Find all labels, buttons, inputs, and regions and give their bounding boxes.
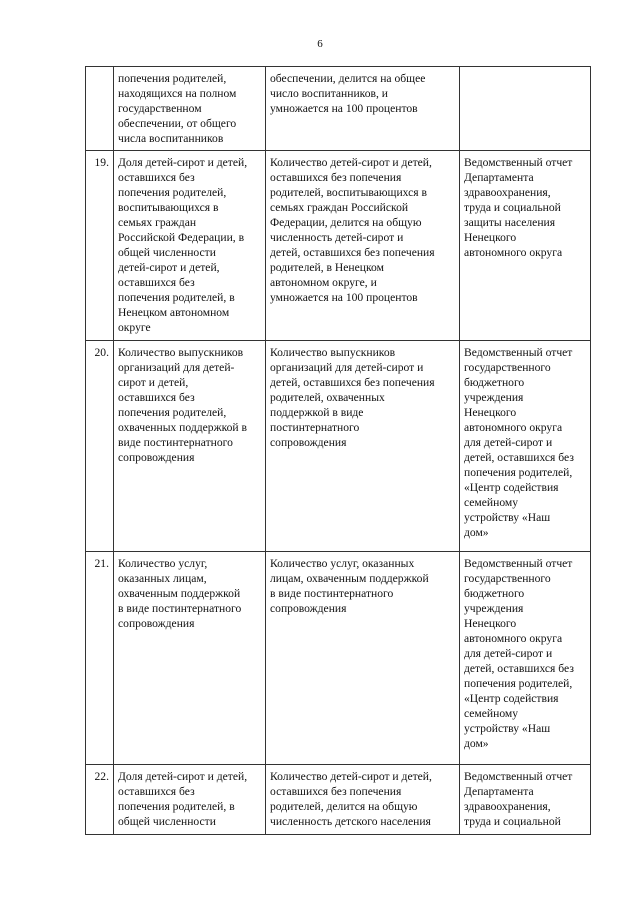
cell-line: автономного округа [464,421,563,434]
cell-line: детей-сирот и детей, [118,261,220,274]
cell-line: оставшихся без [118,171,195,184]
cell-line: бюджетного [464,376,525,389]
cell-line: устройству «Наш [464,511,551,524]
data-source-cell [460,151,591,341]
data-source-cell [460,341,591,552]
cell-line: государственном [118,102,202,115]
cell-line: сопровождения [270,602,347,615]
cell-line: для детей-сирот и [464,436,553,449]
cell-line: организаций для детей- [118,361,235,374]
cell-line: родителей, делится на общую [270,800,418,813]
calculation-method-cell [266,765,460,835]
cell-line: Ведомственный отчет [464,557,573,570]
cell-line: Департамента [464,171,534,184]
table-row [86,67,591,151]
indicator-table [85,66,591,835]
cell-line: здравоохранения, [464,800,551,813]
cell-line: находящихся на полном [118,87,237,100]
cell-line: дом» [464,526,489,539]
cell-line: Ведомственный отчет [464,156,573,169]
cell-line: попечения родителей, [118,72,227,85]
cell-line: Количество детей-сирот и детей, [270,770,432,783]
row-number-cell: 19. [86,151,114,341]
cell-line: Доля детей-сирот и детей, [118,770,248,783]
cell-line: Доля детей-сирот и детей, [118,156,248,169]
cell-line: оставшихся без [118,785,195,798]
cell-line: оставшихся без [118,391,195,404]
cell-line: обеспечении, делится на общее [270,72,426,85]
cell-line: оставшихся без попечения [270,171,402,184]
cell-line: общей численности [118,246,216,259]
indicator-table-body [86,67,591,835]
cell-line: охваченных поддержкой в [118,421,248,434]
cell-line: сопровождения [270,436,347,449]
data-source-cell [460,765,591,835]
cell-line: Количество услуг, оказанных [270,557,415,570]
cell-line: воспитывающихся в [118,201,219,214]
cell-line: государственного [464,572,551,585]
cell-line: для детей-сирот и [464,647,553,660]
calculation-method-cell [266,341,460,552]
cell-line: Количество услуг, [118,557,208,570]
cell-line: труда и социальной [464,201,561,214]
data-source-cell [460,552,591,765]
cell-line: общей численности [118,815,216,828]
indicator-name-cell [114,67,266,151]
cell-line: детей, оставшихся без [464,451,574,464]
cell-line: Ненецкого [464,617,517,630]
indicator-name-cell [114,552,266,765]
cell-line: оставшихся без [118,276,195,289]
cell-line: здравоохранения, [464,186,551,199]
page-number: 6 [317,38,323,50]
indicator-name-cell [114,341,266,552]
cell-line: Российской Федерации, в [118,231,245,244]
table-row [86,765,591,835]
cell-line: в виде постинтернатного [270,587,394,600]
cell-line: оказанных лицам, [118,572,207,585]
cell-line: семейному [464,707,519,720]
cell-line: Ведомственный отчет [464,346,573,359]
cell-line: Ненецкого [464,406,517,419]
indicator-name-cell [114,151,266,341]
cell-line: семьях граждан Российской [270,201,409,214]
cell-line: сирот и детей, [118,376,189,389]
cell-line: семьях граждан [118,216,197,229]
cell-line: постинтернатного [270,421,360,434]
calculation-method-cell [266,552,460,765]
cell-line: устройству «Наш [464,722,551,735]
cell-line: сопровождения [118,451,195,464]
cell-line: Ненецкого [464,231,517,244]
cell-line: детей, оставшихся без попечения [270,376,435,389]
row-number-cell: 21. [86,552,114,765]
table-row [86,151,591,341]
cell-line: попечения родителей, [464,677,573,690]
cell-line: число воспитанников, и [270,87,388,100]
cell-line: Федерации, делится на общую [270,216,422,229]
row-number-cell [86,67,114,151]
cell-line: Ведомственный отчет [464,770,573,783]
cell-line: Департамента [464,785,534,798]
cell-line: бюджетного [464,587,525,600]
cell-line: Ненецком автономном [118,306,230,319]
cell-line: дом» [464,737,489,750]
table-row [86,552,591,765]
cell-line: умножается на 100 процентов [270,102,418,115]
cell-line: умножается на 100 процентов [270,291,418,304]
cell-line: организаций для детей-сирот и [270,361,424,374]
cell-line: детей, оставшихся без попечения [270,246,435,259]
cell-line: сопровождения [118,617,195,630]
cell-line: охваченным поддержкой [118,587,241,600]
cell-line: округе [118,321,151,334]
cell-line: попечения родителей, [464,466,573,479]
cell-line: автономного округа [464,246,563,259]
cell-line: государственного [464,361,551,374]
cell-line: детей, оставшихся без [464,662,574,675]
row-number-cell: 20. [86,341,114,552]
cell-line: обеспечении, от общего [118,117,237,130]
cell-line: численность детского населения [270,815,431,828]
cell-line: «Центр содействия [464,692,559,705]
cell-line: «Центр содействия [464,481,559,494]
cell-line: в виде постинтернатного [118,602,242,615]
cell-line: родителей, воспитывающихся в [270,186,427,199]
cell-line: учреждения [464,391,524,404]
table-row [86,341,591,552]
cell-line: семейному [464,496,519,509]
cell-line: автономном округе, и [270,276,377,289]
cell-line: автономного округа [464,632,563,645]
cell-line: попечения родителей, [118,186,227,199]
cell-line: попечения родителей, в [118,800,235,813]
indicator-name-cell [114,765,266,835]
cell-line: виде постинтернатного [118,436,233,449]
cell-line: лицам, охваченным поддержкой [270,572,429,585]
cell-line: защиты населения [464,216,556,229]
cell-line: числа воспитанников [118,132,224,145]
data-source-cell [460,67,591,151]
cell-line: Количество выпускников [270,346,396,359]
cell-line: труда и социальной [464,815,561,828]
cell-line: оставшихся без попечения [270,785,402,798]
cell-line: родителей, в Ненецком [270,261,384,274]
calculation-method-cell [266,67,460,151]
calculation-method-cell [266,151,460,341]
cell-line: Количество детей-сирот и детей, [270,156,432,169]
cell-line: попечения родителей, в [118,291,235,304]
cell-line: поддержкой в виде [270,406,364,419]
cell-line: численность детей-сирот и [270,231,404,244]
cell-line: родителей, охваченных [270,391,385,404]
cell-line: Количество выпускников [118,346,244,359]
row-number-cell: 22. [86,765,114,835]
cell-line: попечения родителей, [118,406,227,419]
cell-line: учреждения [464,602,524,615]
